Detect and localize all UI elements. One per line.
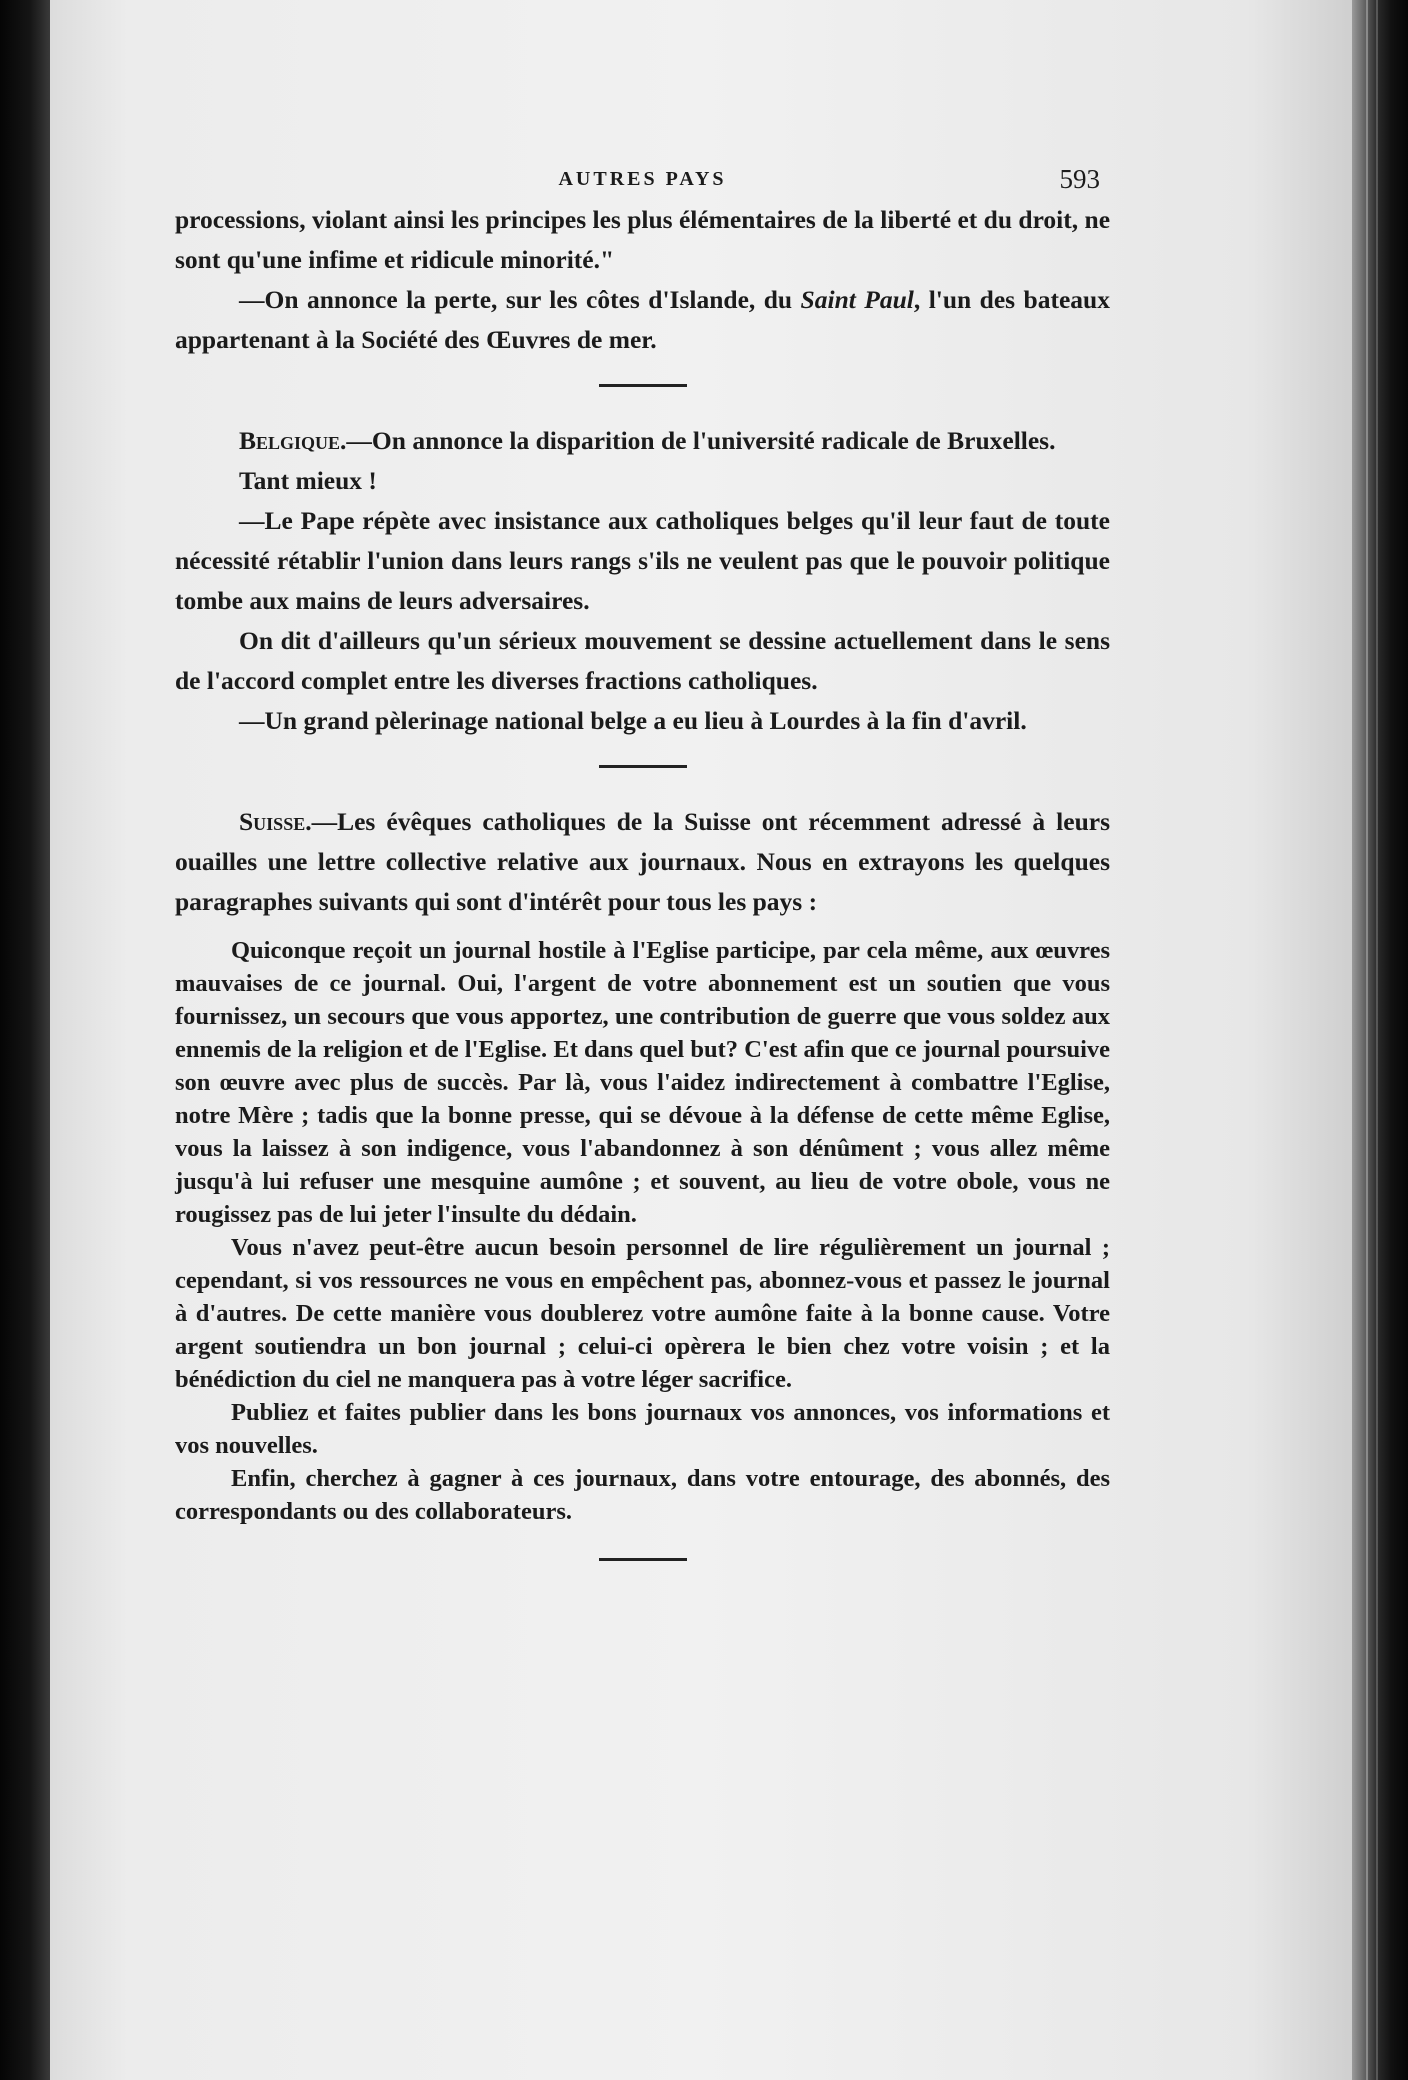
section-divider <box>599 1558 687 1561</box>
text-span: , l'un des bateaux appartenant à la Société des Œuvres de mer. <box>175 285 1110 354</box>
text-span: —Les évêques catholiques de la Suisse ont récemment adressé à leurs ouailles une lettre collective relative aux journaux. Nous en extrayons les quelques paragraphes suivants qui sont d'intérêt pour tous les pays : <box>175 807 1110 916</box>
page-number: 593 <box>1059 164 1100 194</box>
quote-paragraph: Publiez et faites publier dans les bons journaux vos annonces, vos informations et vos nouvelles. <box>175 1399 1110 1459</box>
running-title: AUTRES PAYS <box>558 168 727 190</box>
section-label-belgique: Belgique. <box>239 426 347 455</box>
book-spine <box>1352 0 1408 2080</box>
intro-paragraph-saint-paul <box>175 280 1110 360</box>
paragraph: —Le Pape répète avec insistance aux catholiques belges qu'il leur faut de toute nécessité rétablir l'union dans leurs rangs s'ils ne veulent pas que le pouvoir politique tombe aux mains de leurs adversaires. <box>175 506 1110 615</box>
quote-paragraph: Enfin, cherchez à gagner à ces journaux, dans votre entourage, des abonnés, des correspondants ou des collaborateurs. <box>175 1465 1110 1525</box>
paragraph: On dit d'ailleurs qu'un sérieux mouvement se dessine actuellement dans le sens de l'accord complet entre les diverses fractions catholiques. <box>175 626 1110 695</box>
running-head <box>175 160 1110 200</box>
quote-paragraph: Quiconque reçoit un journal hostile à l'Eglise participe, par cela même, aux œuvres mauvaises de ce journal. Oui, l'argent de votre abonnement est un soutien que vous fournissez, un secours que vous apportez, une contribution de guerre que vous soldez aux ennemis de la religion et de l'Eglise. Et dans quel but? C'est afin que ce journal poursuive son œuvre avec plus de succès. Par là, vous l'aidez indirectement à combattre l'Eglise, notre Mère ; tadis que la bonne presse, qui se dévoue à la défense de cette même Eglise, vous la laissez à son indigence, vous l'abandonnez à son dénûment ; vous allez même jusqu'à lui refuser une mesquine aumône ; et souvent, au lieu de votre obole, vous ne rougissez pas de lui jeter l'insulte du dédain. <box>175 937 1110 1228</box>
text-column <box>175 160 1110 1595</box>
quoted-letter <box>175 934 1110 1528</box>
section-label-suisse: Suisse. <box>239 807 312 836</box>
suisse-paragraph <box>175 802 1110 922</box>
spine-line <box>1376 0 1378 2080</box>
quote-paragraph: Vous n'avez peut-être aucun besoin personnel de lire régulièrement un journal ; cependant, si vos ressources ne vous en empêchent pas, abonnez-vous et passez le journal à d'autres. De cette manière vous doublerez votre aumône faite à la bonne cause. Votre argent soutiendra un bon journal ; celui-ci opèrera le bien chez votre voisin ; et la bénédiction du ciel ne manquera pas à votre léger sacrifice. <box>175 1234 1110 1393</box>
paragraph: —Un grand pèlerinage national belge a eu lieu à Lourdes à la fin d'avril. <box>239 706 1027 735</box>
paragraph: Tant mieux ! <box>239 466 377 495</box>
section-divider <box>599 765 687 768</box>
text-span: —On annonce la disparition de l'université radicale de Bruxelles. <box>346 426 1056 455</box>
belgique-paragraph <box>175 421 1110 461</box>
text-span: —On annonce la perte, sur les côtes d'Islande, du <box>239 285 801 314</box>
intro-paragraph: processions, violant ainsi les principes les plus élémentaires de la liberté et du droit, ne sont qu'une infime et ridicule minorité." <box>175 205 1111 274</box>
left-page-edge <box>0 0 50 2080</box>
section-divider <box>599 384 687 387</box>
ship-name: Saint Paul <box>800 285 914 314</box>
spine-line <box>1366 0 1368 2080</box>
